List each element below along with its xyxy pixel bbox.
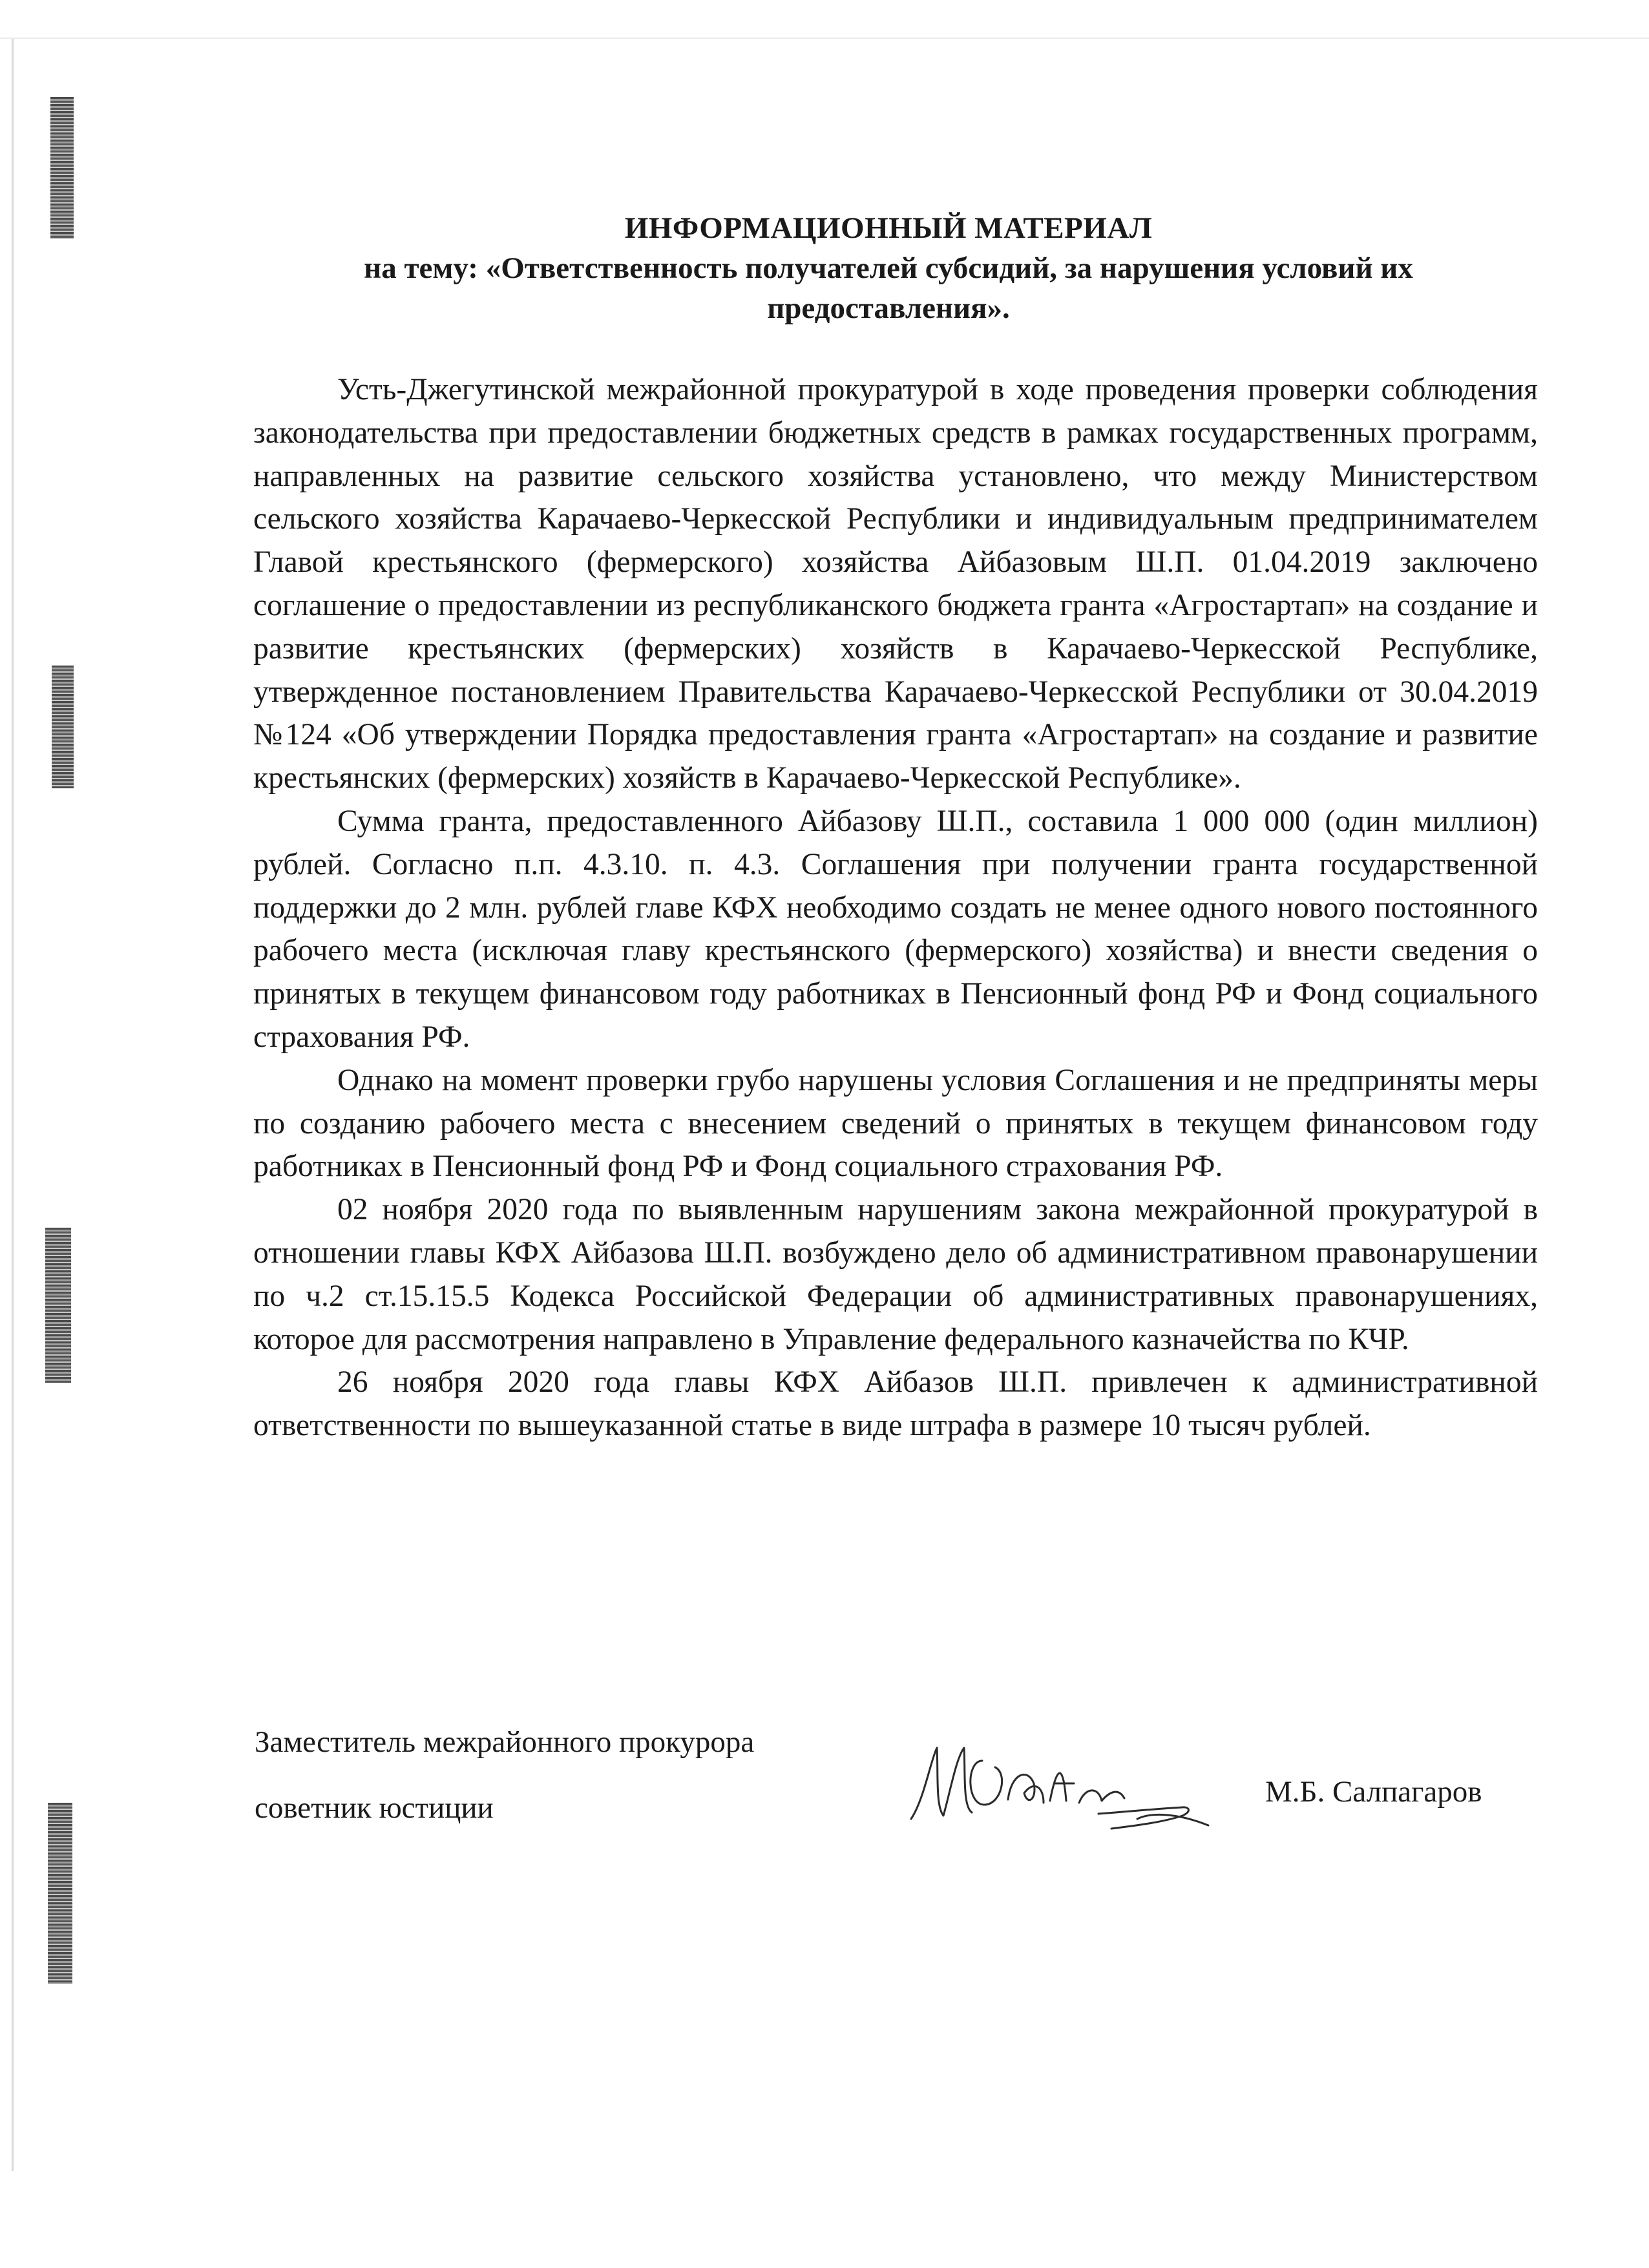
- title-line-2: на тему: «Ответственность получателей субсидий, за нарушения условий их предоставления».: [364, 251, 1413, 325]
- scan-top-edge: [0, 37, 1649, 39]
- scan-punch-mark: [50, 97, 74, 239]
- paragraph-5: 26 ноября 2020 года главы КФХ Айбазов Ш.П. привлечен к административной ответственности по вышеуказанной статье в виде штрафа в размере 10 тысяч рублей.: [253, 1365, 1538, 1443]
- handwritten-signature: [905, 1722, 1215, 1845]
- document-body: [253, 368, 1538, 1447]
- signatory-position-line-1: Заместитель межрайонного прокурора: [255, 1725, 755, 1759]
- title-line-1: ИНФОРМАЦИОННЫЙ МАТЕРИАЛ: [624, 211, 1153, 245]
- paragraph-4: 02 ноября 2020 года по выявленным нарушениям закона межрайонной прокуратурой в отношении главы КФХ Айбазова Ш.П. возбуждено дело об административном правонарушении по ч.2 ст.15.15.5 Кодекса Российской Федерации об административных правонарушениях, которое для рассмотрения направлено в Управление федерального казначейства по КЧР.: [253, 1193, 1538, 1356]
- scan-left-line: [12, 39, 14, 2171]
- scan-punch-mark: [52, 666, 74, 788]
- signatory-name: М.Б. Салпагаров: [1265, 1775, 1482, 1809]
- scan-punch-mark: [48, 1803, 72, 1984]
- document-title: [246, 208, 1531, 328]
- scan-punch-mark: [45, 1228, 71, 1383]
- signatory-position-line-2: советник юстиции: [255, 1791, 494, 1825]
- signatory-position: [255, 1709, 754, 1841]
- paragraph-1: Усть-Джегутинской межрайонной прокуратурой в ходе проведения проверки соблюдения законодательства при предоставлении бюджетных средств в рамках государственных программ, направленных на развитие сельского хозяйства установлено, что между Министерством сельского хозяйства Карачаево-Черкесской Республики и индивидуальным предпринимателем Главой крестьянского (фермерского) хозяйства Айбазовым Ш.П. 01.04.2019 заключено соглашение о предоставлении из республиканского бюджета гранта «Агростартап» на создание и развитие крестьянских (фермерских) хозяйств в Карачаево-Черкесской Республике, утвержденное постановлением Правительства Карачаево-Черкесской Республики от 30.04.2019 №124 «Об утверждении Порядка предоставления гранта «Агростартап» на создание и развитие крестьянских (фермерских) хозяйств в Карачаево-Черкесской Республике».: [253, 373, 1538, 795]
- paragraph-3: Однако на момент проверки грубо нарушены условия Соглашения и не предприняты меры по созданию рабочего места с внесением сведений о принятых в текущем финансовом году работниках в Пенсионный фонд РФ и Фонд социального страхования РФ.: [253, 1063, 1538, 1184]
- paragraph-2: Сумма гранта, предоставленного Айбазову Ш.П., составила 1 000 000 (один миллион) рублей. Согласно п.п. 4.3.10. п. 4.3. Соглашения при получении гранта государственной поддержки до 2 млн. рублей главе КФХ необходимо создать не менее одного нового постоянного рабочего места (исключая главу крестьянского (фермерского) хозяйства) и внести сведения о принятых в текущем финансовом году работниках в Пенсионный фонд РФ и Фонд социального страхования РФ.: [253, 804, 1538, 1054]
